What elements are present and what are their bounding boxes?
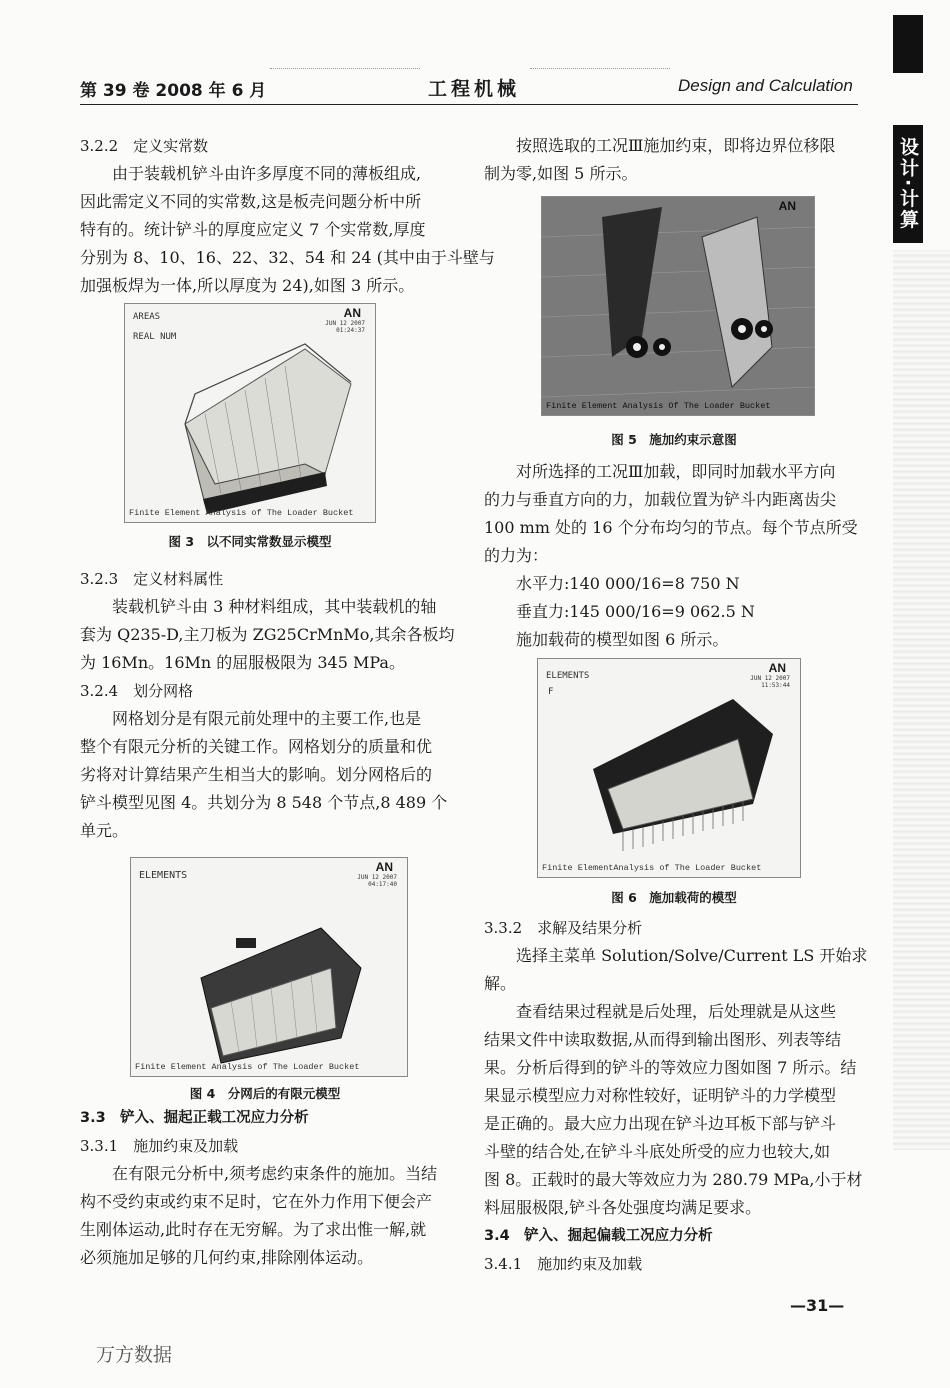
side-tab-label: 设计·计算 bbox=[893, 125, 923, 243]
text-line: 结果文件中读取数据,从而得到输出图形、列表等结 bbox=[484, 1030, 842, 1049]
fig-footer: Finite Element Analysis of The Loader Bucket bbox=[135, 1062, 360, 1072]
fig-time: 01:24:37 bbox=[336, 327, 365, 334]
text-line: 果显示模型应力对称性较好，证明铲斗的力学模型 bbox=[484, 1086, 837, 1105]
fig-time: 04:17:40 bbox=[368, 881, 397, 888]
text-line: 由于装载机铲斗由许多厚度不同的薄板组成, bbox=[112, 164, 422, 183]
side-tab-block bbox=[893, 15, 923, 73]
section-3-3-2 bbox=[484, 914, 868, 1278]
fig-date: JUN 12 2007 bbox=[357, 874, 397, 881]
section-3-2-3 bbox=[80, 565, 460, 845]
header-dots-left bbox=[270, 68, 420, 69]
figure-3-caption: 图 3 以不同实常数显示模型 bbox=[168, 534, 332, 549]
scan-edge-noise bbox=[893, 250, 950, 1150]
text-line: 加强板焊为一体,所以厚度为 24),如图 3 所示。 bbox=[80, 276, 415, 295]
text-line: 的力为： bbox=[484, 546, 549, 565]
text-line: 施加载荷的模型如图 6 所示。 bbox=[516, 630, 729, 649]
figure-5-image bbox=[541, 196, 815, 416]
text-line: 整个有限元分析的关键工作。网格划分的质量和优 bbox=[80, 737, 433, 756]
fig-date: JUN 12 2007 bbox=[325, 320, 365, 327]
text-line: 构不受约束或约束不足时，它在外力作用下便会产 bbox=[80, 1192, 433, 1211]
constraint-model-illustration bbox=[542, 197, 814, 415]
figure-3-image bbox=[124, 303, 376, 523]
text-line: 果。分析后得到的铲斗的等效应力图如图 7 所示。结 bbox=[484, 1058, 857, 1077]
section-3-3 bbox=[80, 1104, 460, 1272]
fig-time: 11:53:44 bbox=[761, 682, 790, 689]
section-title: 3.3 铲入、掘起正载工况应力分析 bbox=[80, 1110, 309, 1126]
load-description bbox=[484, 458, 864, 654]
text-line: 查看结果过程就是后处理，后处理就是从这些 bbox=[516, 1002, 837, 1021]
ansys-logo: AN bbox=[343, 306, 361, 320]
text-line: 因此需定义不同的实常数,这是板壳问题分析中所 bbox=[80, 192, 422, 211]
section-3-2-2 bbox=[80, 132, 495, 300]
text-line: 的力与垂直方向的力，加载位置为铲斗内距离齿尖 bbox=[484, 490, 837, 509]
text-line: 劣将对计算结果产生相当大的影响。划分网格后的 bbox=[80, 765, 433, 784]
figure-4-caption: 图 4 分网后的有限元模型 bbox=[189, 1086, 341, 1101]
fig-footer: Finite ElementAnalysis of The Loader Bucket bbox=[542, 863, 762, 873]
text-line: 网格划分是有限元前处理中的主要工作,也是 bbox=[112, 709, 422, 728]
section-title: 3.4 铲入、掘起偏载工况应力分析 bbox=[484, 1228, 713, 1244]
text-line: 100 mm 处的 16 个分布均匀的节点。每个节点所受 bbox=[484, 518, 858, 537]
section-title: 3.2.4 划分网格 bbox=[80, 682, 194, 700]
text-line: 料屈服极限,铲斗各处强度均满足要求。 bbox=[484, 1198, 762, 1217]
load-model-illustration bbox=[538, 659, 800, 877]
header-dots-right bbox=[530, 68, 670, 69]
text-line: 套为 Q235-D,主刀板为 ZG25CrMnMo,其余各板均 bbox=[80, 625, 455, 644]
header-rule bbox=[80, 104, 858, 105]
fig-tag: ELEMENTS bbox=[139, 870, 188, 881]
figure-5-caption: 图 5 施加约束示意图 bbox=[611, 432, 737, 447]
fig-footer: Finite Element Analysis Of The Loader Bucket bbox=[546, 401, 771, 411]
text-line: 是正确的。最大应力出现在铲斗边耳板下部与铲斗 bbox=[484, 1114, 837, 1133]
fig-tag: ELEMENTS bbox=[546, 671, 590, 681]
text-line: 在有限元分析中,须考虑约束条件的施加。当结 bbox=[112, 1164, 438, 1183]
section-title: 3.2.2 定义实常数 bbox=[80, 137, 209, 155]
fig-date: JUN 12 2007 bbox=[750, 675, 790, 682]
text-line: 解。 bbox=[484, 974, 517, 993]
text-line: 单元。 bbox=[80, 821, 129, 840]
ansys-logo: AN bbox=[375, 860, 393, 874]
watermark: 万方数据 bbox=[96, 1344, 173, 1366]
issue-info: 第 39 卷 2008 年 6 月 bbox=[80, 81, 267, 101]
text-line: 分别为 8、10、16、22、32、54 和 24 (其中由于斗壁与 bbox=[80, 248, 495, 267]
text-line: 制为零,如图 5 所示。 bbox=[484, 164, 638, 183]
text-line: 装载机铲斗由 3 种材料组成，其中装载机的轴 bbox=[112, 597, 437, 616]
journal-title: 工程机械 bbox=[428, 78, 521, 100]
text-line: 特有的。统计铲斗的厚度应定义 7 个实常数,厚度 bbox=[80, 220, 426, 239]
text-line: 对所选择的工况Ⅲ加载，即同时加载水平方向 bbox=[516, 462, 836, 481]
figure-6-caption: 图 6 施加载荷的模型 bbox=[611, 890, 737, 905]
figure-6-image bbox=[537, 658, 801, 878]
fig-tag: AREAS bbox=[133, 312, 161, 322]
vertical-force: 垂直力:145 000/16=9 062.5 N bbox=[516, 602, 755, 621]
mesh-model-illustration bbox=[131, 858, 407, 1076]
horizontal-force: 水平力:140 000/16=8 750 N bbox=[516, 574, 740, 593]
text-line: 斗壁的结合处,在铲斗斗底处所受的应力也较大,如 bbox=[484, 1142, 831, 1161]
ansys-logo: AN bbox=[768, 661, 786, 675]
text-line: 选择主菜单 Solution/Solve/Current LS 开始求 bbox=[516, 946, 868, 965]
text-line: 铲斗模型见图 4。共划分为 8 548 个节点,8 489 个 bbox=[80, 793, 448, 812]
section-title: 3.4.1 施加约束及加载 bbox=[484, 1255, 643, 1273]
figure-4-image bbox=[130, 857, 408, 1077]
right-intro bbox=[484, 132, 864, 188]
ansys-logo: AN bbox=[778, 199, 796, 213]
section-title: 3.3.1 施加约束及加载 bbox=[80, 1137, 239, 1155]
fig-footer: Finite Element Analysis of The Loader Bucket bbox=[129, 508, 354, 518]
text-line: 必须施加足够的几何约束,排除刚体运动。 bbox=[80, 1248, 374, 1267]
section-title: 3.2.3 定义材料属性 bbox=[80, 570, 224, 588]
fig-tag: REAL NUM bbox=[133, 332, 177, 342]
section-name: Design and Calculation bbox=[678, 76, 853, 95]
page-number: —31— bbox=[790, 1296, 845, 1315]
fig-tag: F bbox=[548, 687, 554, 697]
text-line: 图 8。正载时的最大等效应力为 280.79 MPa,小于材 bbox=[484, 1170, 863, 1189]
text-line: 生刚体运动,此时存在无穷解。为了求出惟一解,就 bbox=[80, 1220, 427, 1239]
bucket-model-illustration bbox=[125, 304, 375, 522]
text-line: 按照选取的工况Ⅲ施加约束，即将边界位移限 bbox=[516, 136, 836, 155]
section-title: 3.3.2 求解及结果分析 bbox=[484, 919, 643, 937]
text-line: 为 16Mn。16Mn 的屈服极限为 345 MPa。 bbox=[80, 653, 405, 672]
